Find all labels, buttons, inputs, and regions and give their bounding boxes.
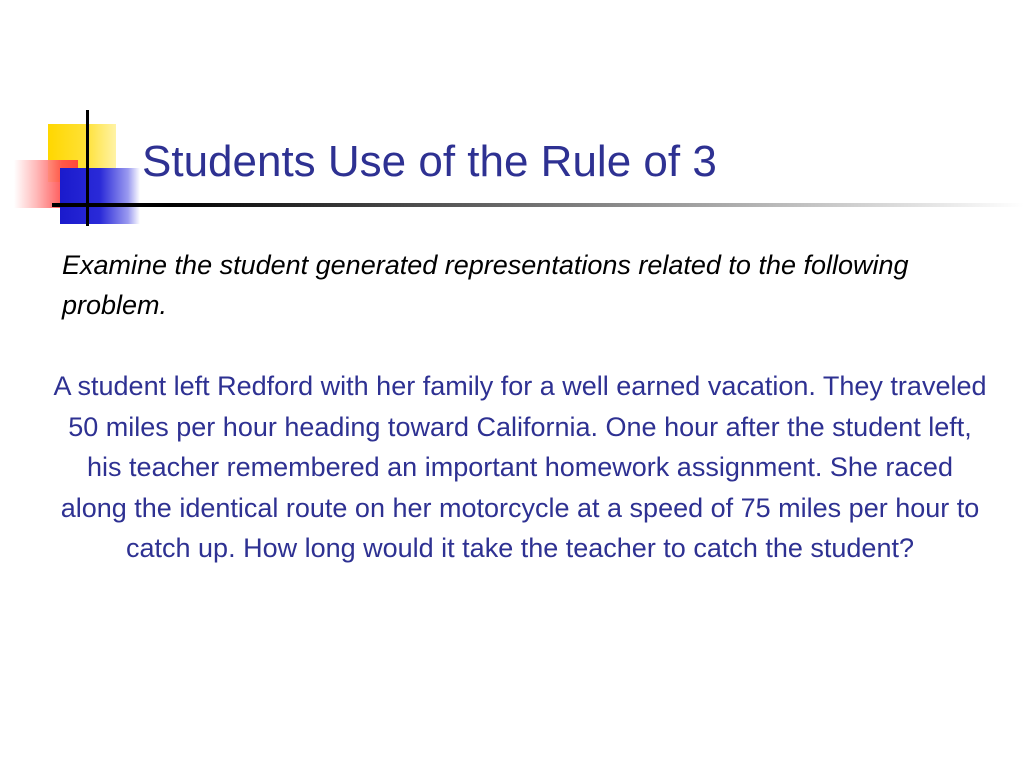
- blue-square: [60, 168, 140, 224]
- problem-text: A student left Redford with her family for a well earned vacation. They traveled 50 miles per hour heading toward California. One hour after the student left, his teacher remembered an important homework assignment. She raced along the identical route on her motorcycle at a speed of 75 miles per hour to catch up. How long would it take the teacher to catch the student?: [53, 371, 987, 563]
- slide-title: Students Use of the Rule of 3: [142, 137, 717, 186]
- vertical-line: [86, 110, 89, 226]
- title-underline: [52, 203, 1024, 207]
- intro-text: Examine the student generated representations related to the following problem.: [62, 250, 909, 320]
